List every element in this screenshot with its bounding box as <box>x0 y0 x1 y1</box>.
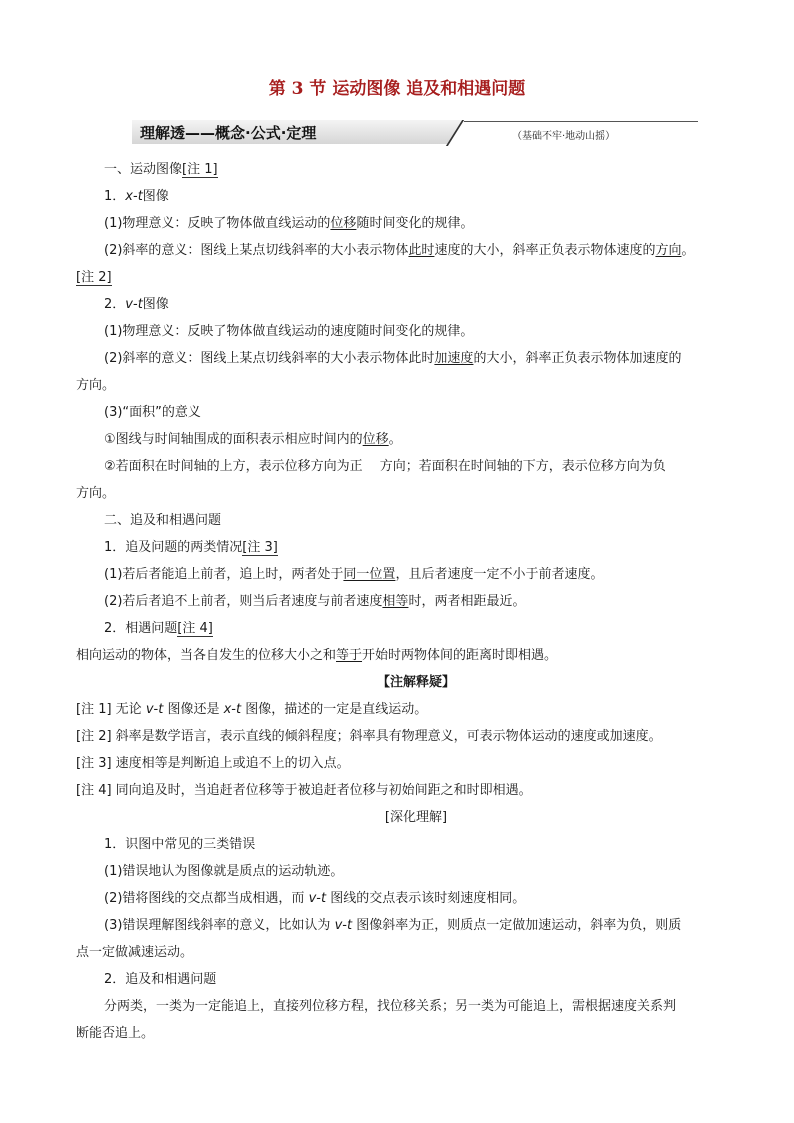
text-segment: 方向。 <box>76 378 116 393</box>
text-line <box>76 1020 728 1047</box>
page-title: 第 3 节 运动图像 追及和相遇问题 <box>268 79 526 99</box>
text-line <box>104 426 728 453</box>
text-line <box>76 372 728 399</box>
text-line <box>104 318 728 345</box>
text-line <box>104 993 728 1020</box>
text-line <box>104 966 728 993</box>
banner-rule <box>464 121 698 122</box>
text-segment: 图像，描述的一定是直线运动。 <box>241 702 428 717</box>
text-segment: 2．追及和相遇问题 <box>104 972 217 987</box>
text-segment: 的大小，斜率正负表示物体加速度的 <box>473 351 682 366</box>
text-segment: - <box>132 189 138 204</box>
text-segment: 图像 <box>142 297 169 312</box>
text-segment: (1)若后者能追上前者，追上时，两者处于 <box>104 567 344 582</box>
text-line <box>76 939 728 966</box>
text-segment: 方向。 <box>76 486 116 501</box>
text-segment: 同一位置 <box>343 567 396 582</box>
section-banner <box>132 118 698 148</box>
note-reference: [注 3] <box>242 540 278 555</box>
text-segment: 相等 <box>382 594 409 609</box>
text-segment: 图像还是 <box>163 702 224 717</box>
text-segment: 图线的交点表示该时刻速度相同。 <box>326 891 526 906</box>
text-segment: 1．追及问题的两类情况 <box>104 540 243 555</box>
text-segment: 等于 <box>336 648 363 663</box>
banner-note: （基础不牢·地动山摇） <box>512 131 616 142</box>
text-line <box>104 885 728 912</box>
text-line <box>76 264 728 291</box>
text-segment: 开始时两物体间的距离时即相遇。 <box>362 648 558 663</box>
text-line <box>104 561 728 588</box>
text-segment: t <box>158 702 164 717</box>
document-body <box>76 156 728 1047</box>
text-segment: t <box>346 918 353 933</box>
text-line <box>104 534 728 561</box>
text-line <box>76 777 728 804</box>
text-line <box>104 183 728 210</box>
text-segment: 二、追及和相遇问题 <box>104 513 222 528</box>
text-segment: 随时间变化的规律。 <box>356 216 474 231</box>
text-segment: 一、运动图像 <box>104 162 183 177</box>
text-segment: [注 1] 无论 <box>76 702 146 717</box>
text-line <box>104 237 728 264</box>
text-segment: x <box>125 189 133 204</box>
text-segment: [注 3] 速度相等是判断追上或追不上的切入点。 <box>76 756 350 771</box>
text-segment: 点一定做减速运动。 <box>76 945 194 960</box>
text-line <box>104 804 728 831</box>
text-line <box>104 858 728 885</box>
text-line <box>76 723 728 750</box>
note-reference: [注 4] <box>177 621 213 636</box>
text-line <box>76 480 728 507</box>
text-segment: ①图线与时间轴围成的面积表示相应时间内的 <box>104 432 363 447</box>
text-segment: 2． <box>104 297 126 312</box>
text-segment: v <box>334 918 343 933</box>
text-segment: - <box>132 297 138 312</box>
text-segment: t <box>320 891 327 906</box>
text-segment: - <box>342 918 347 933</box>
text-segment: - <box>231 702 236 717</box>
text-segment: 。 <box>388 432 402 447</box>
text-segment: (3)“面积”的意义 <box>104 405 201 420</box>
text-line <box>76 696 728 723</box>
text-segment: 加速度 <box>434 351 474 366</box>
text-segment: (3)错误理解图线斜率的意义，比如认为 <box>104 918 335 933</box>
text-line <box>104 345 728 372</box>
text-segment: 方向 <box>655 243 682 258</box>
text-segment: 相向运动的物体，当各自发生的位移大小之和 <box>76 648 337 663</box>
text-segment: 位移 <box>362 432 389 447</box>
text-segment: [注 4] 同向追及时，当追赶者位移等于被追赶者位移与初始间距之和时即相遇。 <box>76 783 532 798</box>
text-segment: 位移 <box>330 216 357 231</box>
text-line <box>104 912 728 939</box>
text-segment: ②若面积在时间轴的上方，表示位移方向为正 方向；若面积在时间轴的下方，表示位移方向为负 <box>104 459 666 474</box>
text-line <box>104 669 728 696</box>
text-segment: - <box>316 891 321 906</box>
text-segment: 图像 <box>142 189 169 204</box>
text-segment: 断能否追上。 <box>76 1026 155 1041</box>
text-line <box>76 750 728 777</box>
text-segment: (2)斜率的意义：图线上某点切线斜率的大小表示物体此时 <box>104 351 435 366</box>
text-line <box>104 588 728 615</box>
text-segment: (1)物理意义：反映了物体做直线运动的 <box>104 216 331 231</box>
text-line <box>76 642 728 669</box>
text-segment: v <box>125 297 133 312</box>
text-line <box>104 453 728 480</box>
text-segment: v <box>145 702 154 717</box>
text-line <box>104 210 728 237</box>
banner-heading: 理解透——概念·公式·定理 <box>140 124 317 142</box>
text-segment: t <box>137 297 143 312</box>
text-segment: ，且后者速度一定不小于前者速度。 <box>395 567 604 582</box>
text-segment: t <box>137 189 143 204</box>
text-segment: 1．识图中常见的三类错误 <box>104 837 256 852</box>
text-line <box>104 291 728 318</box>
text-segment: 图像斜率为正，则质点一定做加速运动，斜率为负，则质 <box>352 918 682 933</box>
text-segment: v <box>308 891 317 906</box>
text-segment: 速度的大小，斜率正负表示物体速度的 <box>434 243 656 258</box>
text-segment: (2)错将图线的交点都当成相遇，而 <box>104 891 309 906</box>
text-line <box>104 156 728 183</box>
text-line <box>104 399 728 426</box>
note-reference: [注 1] <box>182 162 218 177</box>
text-segment: [注 2] 斜率是数学语言，表示直线的倾斜程度；斜率具有物理意义，可表示物体运动的速度或加速度。 <box>76 729 662 744</box>
text-line <box>104 615 728 642</box>
text-segment: (2)斜率的意义：图线上某点切线斜率的大小表示物体 <box>104 243 409 258</box>
note-reference: [注 2] <box>76 270 112 285</box>
text-segment: (1)物理意义：反映了物体做直线运动的速度随时间变化的规律。 <box>104 324 474 339</box>
text-segment: - <box>153 702 159 717</box>
text-segment: [深化理解] <box>384 810 448 825</box>
text-segment: 2．相遇问题 <box>104 621 178 636</box>
text-segment: (2)若后者追不上前者，则当后者速度与前者速度 <box>104 594 383 609</box>
text-segment: 1． <box>104 189 126 204</box>
text-segment: 。 <box>681 243 695 258</box>
text-segment: 分两类，一类为一定能追上，直接列位移方程，找位移关系；另一类为可能追上，需根据速度关系判 <box>104 999 677 1014</box>
text-segment: 此时 <box>408 243 435 258</box>
text-segment: (1)错误地认为图像就是质点的运动轨迹。 <box>104 864 344 879</box>
text-line <box>104 831 728 858</box>
text-segment: t <box>236 702 242 717</box>
text-segment: 【注解释疑】 <box>376 675 455 690</box>
text-segment: x <box>223 702 232 717</box>
text-line <box>104 507 728 534</box>
text-segment: 时，两者相距最近。 <box>408 594 526 609</box>
